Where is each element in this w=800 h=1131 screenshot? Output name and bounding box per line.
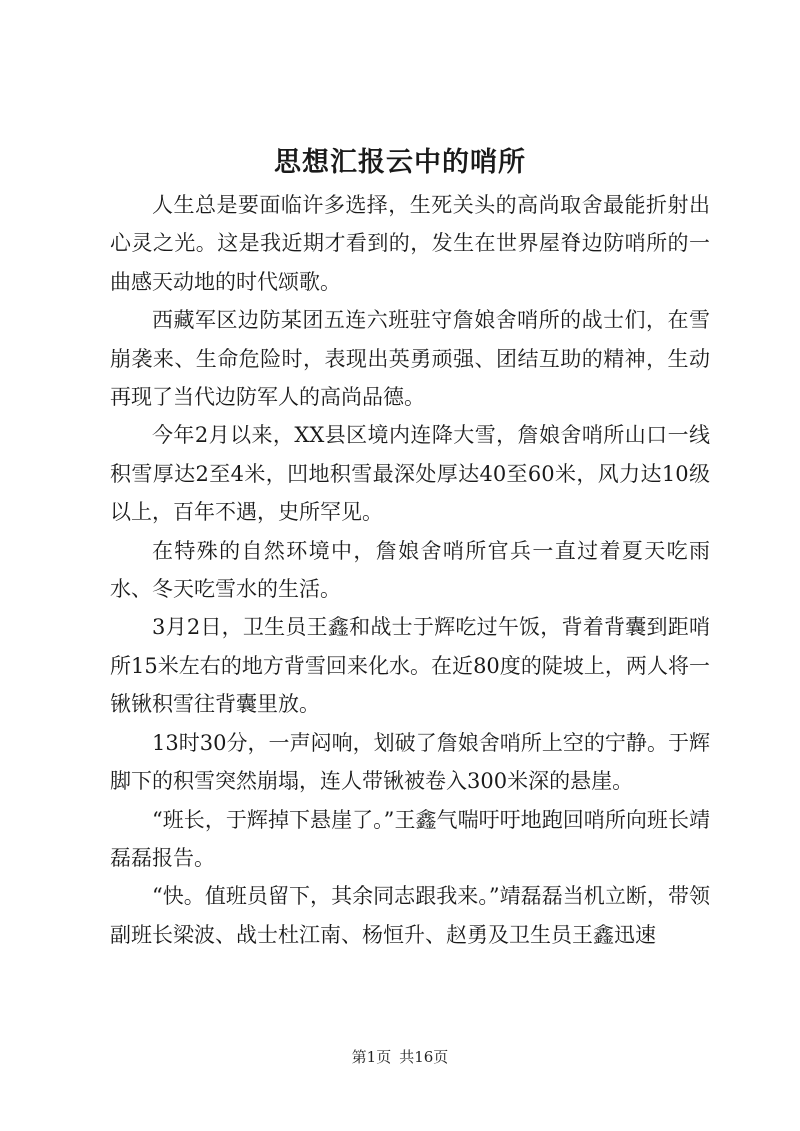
paragraph: 3月2日，卫生员王鑫和战士于辉吃过午饭，背着背囊到距哨所15米左右的地方背雪回来化水。在近80度的陡坡上，两人将一锹锹积雪往背囊里放。 xyxy=(110,615,710,717)
paragraph: 13时30分，一声闷响，划破了詹娘舍哨所上空的宁静。于辉脚下的积雪突然崩塌，连人带锹被卷入300米深的悬崖。 xyxy=(110,730,710,794)
paragraph: 今年2月以来，XX县区境内连降大雪，詹娘舍哨所山口一线积雪厚达2至4米，凹地积雪最深处厚达40至60米，风力达10级以上，百年不遇，史所罕见。 xyxy=(110,423,710,525)
page-number: 第1页 xyxy=(351,1048,392,1066)
page-total: 共16页 xyxy=(399,1048,449,1066)
paragraph: “快。值班员留下，其余同志跟我来。”靖磊磊当机立断，带领副班长梁波、战士杜江南、杨恒升、赵勇及卫生员王鑫迅速 xyxy=(110,884,710,947)
paragraph: “班长，于辉掉下悬崖了。”王鑫气喘吁吁地跑回哨所向班长靖磊磊报告。 xyxy=(110,807,710,870)
paragraph: 西藏军区边防某团五连六班驻守詹娘舍哨所的战士们，在雪崩袭来、生命危险时，表现出英勇顽强、团结互助的精神，生动再现了当代边防军人的高尚品德。 xyxy=(110,308,710,410)
document-title: 思想汇报云中的哨所 xyxy=(274,147,526,178)
paragraph: 在特殊的自然环境中，詹娘舍哨所官兵一直过着夏天吃雨水、冬天吃雪水的生活。 xyxy=(110,538,710,602)
page-footer xyxy=(0,1046,800,1067)
document-body xyxy=(110,186,710,954)
paragraph: 人生总是要面临许多选择，生死关头的高尚取舍最能折射出心灵之光。这是我近期才看到的，发生在世界屋脊边防哨所的一曲感天动地的时代颂歌。 xyxy=(110,193,710,294)
